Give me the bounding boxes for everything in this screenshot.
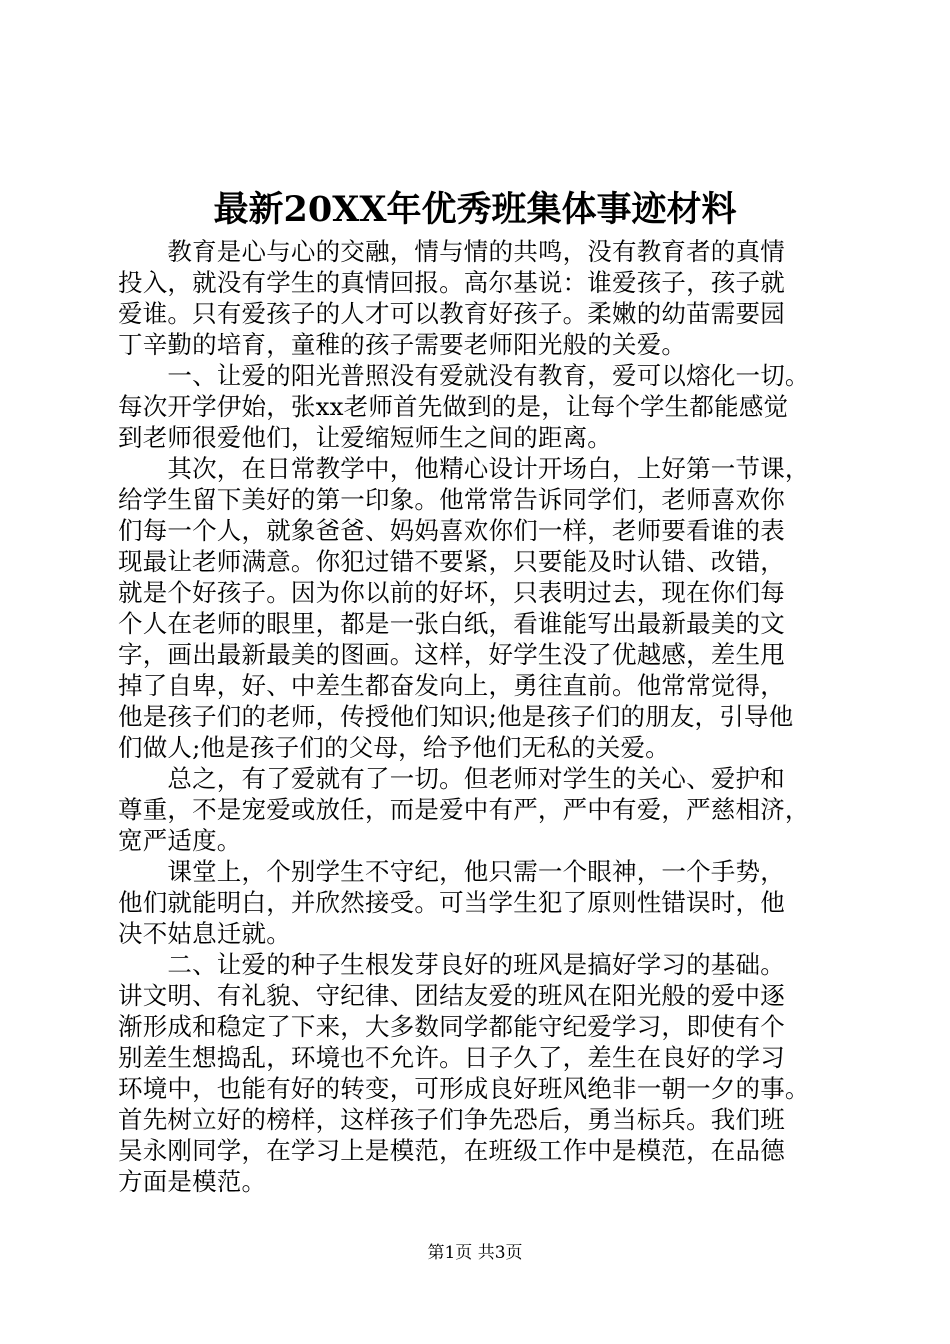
text-line: 一、让爱的阳光普照没有爱就没有教育，爱可以熔化一切。 bbox=[118, 361, 810, 390]
text-line: 讲文明、有礼貌、守纪律、团结友爱的班风在阳光般的爱中逐 bbox=[118, 981, 785, 1010]
text-line: 爱谁。只有爱孩子的人才可以教育好孩子。柔嫩的幼苗需要园 bbox=[118, 299, 785, 328]
text-line: 渐形成和稳定了下来，大多数同学都能守纪爱学习，即使有个 bbox=[118, 1012, 785, 1041]
text-line: 其次，在日常教学中，他精心设计开场白，上好第一节课， bbox=[118, 454, 810, 483]
text-line: 方面是模范。 bbox=[118, 1167, 267, 1196]
text-line: 个人在老师的眼里，都是一张白纸，看谁能写出最新最美的文 bbox=[118, 609, 785, 638]
text-line: 环境中，也能有好的转变，可形成良好班风绝非一朝一夕的事。 bbox=[118, 1074, 810, 1103]
text-line: 们做人;他是孩子们的父母，给予他们无私的关爱。 bbox=[118, 733, 670, 762]
document-title: 最新20XX年优秀班集体事迹材料 bbox=[213, 189, 737, 230]
document-body bbox=[118, 236, 858, 1197]
text-line: 吴永刚同学，在学习上是模范，在班级工作中是模范，在品德 bbox=[118, 1136, 785, 1165]
text-line: 丁辛勤的培育，童稚的孩子需要老师阳光般的关爱。 bbox=[118, 330, 687, 359]
text-line: 字，画出最新最美的图画。这样，好学生没了优越感，差生甩 bbox=[118, 640, 785, 669]
text-line: 课堂上，个别学生不守纪，他只需一个眼神，一个手势， bbox=[118, 857, 785, 886]
text-line: 总之，有了爱就有了一切。但老师对学生的关心、爱护和 bbox=[118, 764, 785, 793]
text-line: 掉了自卑，好、中差生都奋发向上，勇往直前。他常常觉得， bbox=[118, 671, 785, 700]
text-line: 首先树立好的榜样，这样孩子们争先恐后，勇当标兵。我们班 bbox=[118, 1105, 785, 1134]
text-line: 二、让爱的种子生根发芽良好的班风是搞好学习的基础。 bbox=[118, 950, 785, 979]
text-line: 到老师很爱他们，让爱缩短师生之间的距离。 bbox=[118, 423, 612, 452]
text-line: 他是孩子们的老师，传授他们知识;他是孩子们的朋友，引导他 bbox=[118, 702, 794, 731]
text-line: 投入，就没有学生的真情回报。高尔基说：谁爱孩子，孩子就 bbox=[118, 268, 785, 297]
text-line: 决不姑息迁就。 bbox=[118, 919, 291, 948]
text-line: 就是个好孩子。因为你以前的好坏，只表明过去，现在你们每 bbox=[118, 578, 785, 607]
text-line: 教育是心与心的交融，情与情的共鸣，没有教育者的真情 bbox=[118, 237, 785, 266]
text-line: 宽严适度。 bbox=[118, 826, 242, 855]
page-footer: 第1页 共3页 bbox=[427, 1243, 523, 1263]
text-line: 他们就能明白，并欣然接受。可当学生犯了原则性错误时，他 bbox=[118, 888, 785, 917]
text-line: 别差生想捣乱，环境也不允许。日子久了，差生在良好的学习 bbox=[118, 1043, 785, 1072]
text-line: 尊重，不是宠爱或放任，而是爱中有严，严中有爱，严慈相济， bbox=[118, 795, 810, 824]
text-line: 每次开学伊始，张xx老师首先做到的是，让每个学生都能感觉 bbox=[118, 392, 789, 421]
text-line: 现最让老师满意。你犯过错不要紧，只要能及时认错、改错， bbox=[118, 547, 785, 576]
text-line: 给学生留下美好的第一印象。他常常告诉同学们，老师喜欢你 bbox=[118, 485, 785, 514]
text-line: 们每一个人，就象爸爸、妈妈喜欢你们一样，老师要看谁的表 bbox=[118, 516, 785, 545]
